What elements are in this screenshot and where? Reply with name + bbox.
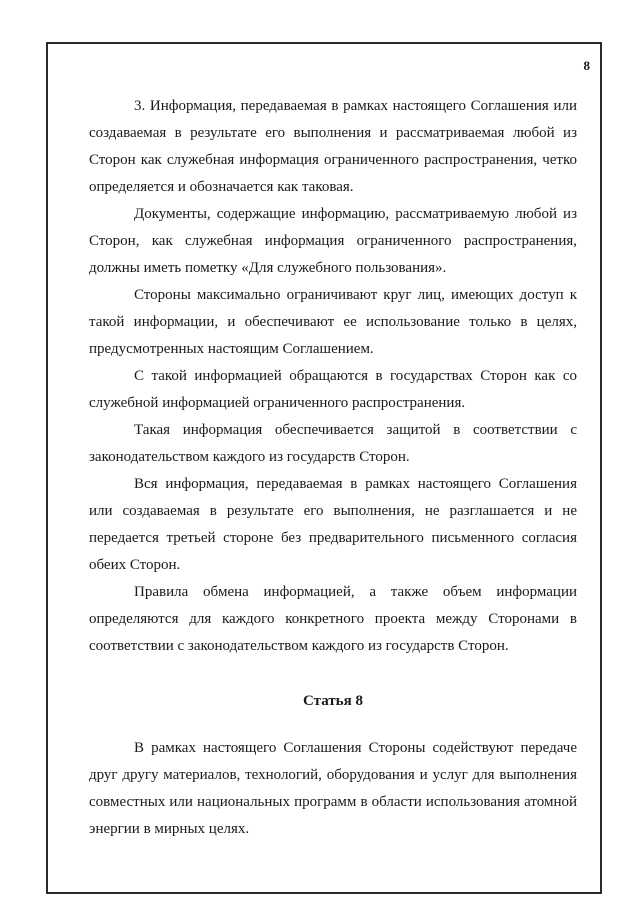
paragraph-handling: С такой информацией обращаются в государствах Сторон как со служебной информацией ограниченного распространения. (89, 368, 577, 411)
document-body (89, 93, 577, 843)
paragraph-information-definition: 3. Информация, передаваемая в рамках настоящего Соглашения или создаваемая в результате его выполнения и рассматриваемая любой из Сторон как служебная информация ограниченного распространения, четко определяется и обозначается как таковая. (89, 98, 577, 195)
paragraph-article-8: В рамках настоящего Соглашения Стороны содействуют передаче друг другу материалов, технологий, оборудования и услуг для выполнения совместных или национальных программ в области использования атомной энергии в мирных целях. (89, 740, 577, 837)
paragraph-access-limit: Стороны максимально ограничивают круг лиц, имеющих доступ к такой информации, и обеспечивают ее использование только в целях, предусмотренных настоящим Соглашением. (89, 287, 577, 357)
article-heading: Статья 8 (303, 693, 363, 709)
page-number: 8 (583, 58, 590, 73)
paragraph-exchange-rules: Правила обмена информацией, а также объем информации определяются для каждого конкретного проекта между Сторонами в соответствии с законодательством каждого из государств Сторон. (89, 584, 577, 654)
paragraph-non-disclosure: Вся информация, передаваемая в рамках настоящего Соглашения или создаваемая в результате его выполнения, не разглашается и не передается третьей стороне без предварительного письменного согласия обеих Сторон. (89, 476, 577, 573)
paragraph-marking: Документы, содержащие информацию, рассматриваемую любой из Сторон, как служебная информация ограниченного распространения, должны иметь пометку «Для служебного пользования». (89, 206, 577, 276)
paragraph-protection: Такая информация обеспечивается защитой в соответствии с законодательством каждого из государств Сторон. (89, 422, 577, 465)
